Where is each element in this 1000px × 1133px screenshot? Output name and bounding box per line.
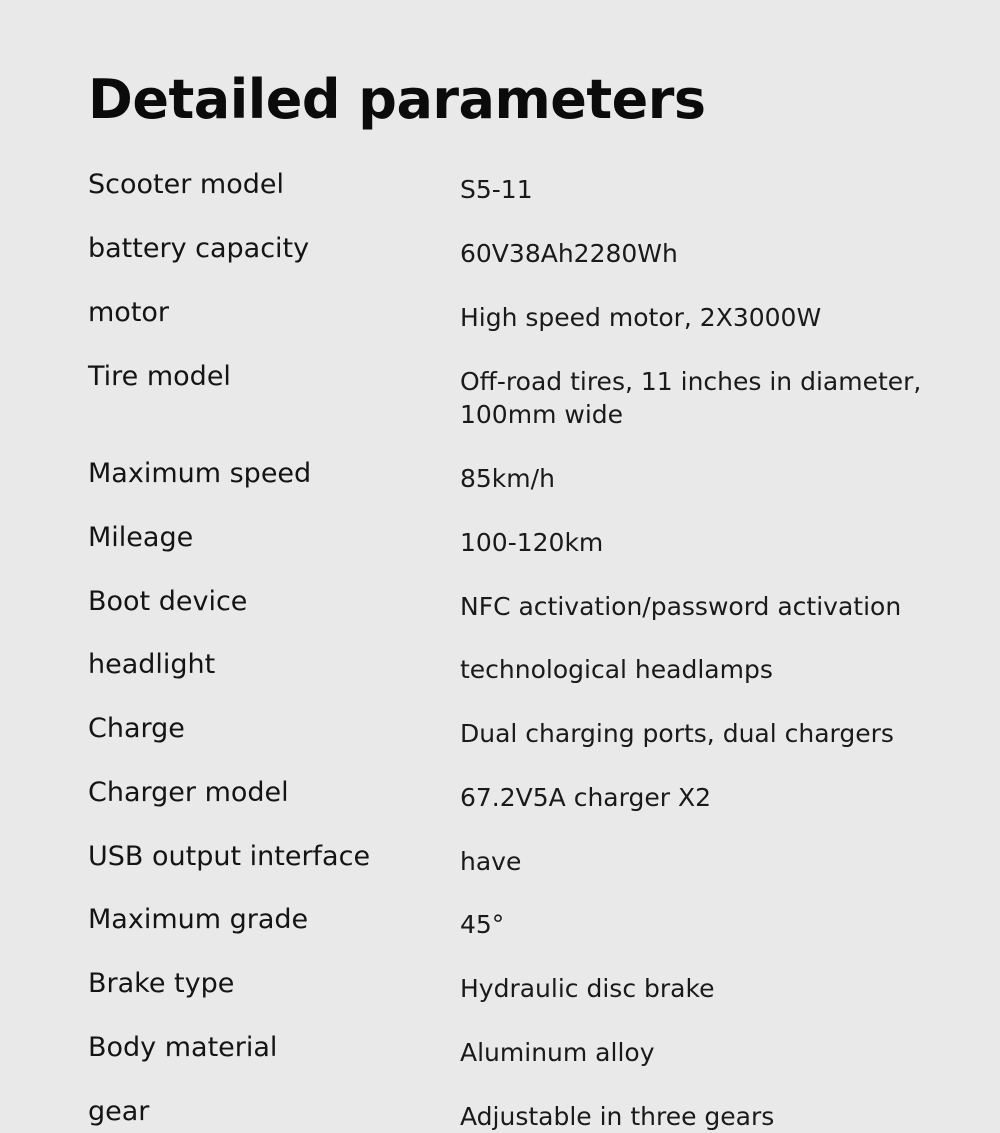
- table-row: [88, 1098, 940, 1133]
- spec-value: have: [460, 846, 522, 876]
- table-row: [88, 363, 940, 461]
- table-row: [88, 970, 940, 1034]
- page-title: Detailed parameters: [88, 68, 706, 131]
- spec-label: motor: [88, 296, 170, 328]
- spec-value: S5-11: [460, 175, 533, 205]
- spec-value: High speed motor, 2X3000W: [460, 302, 822, 332]
- table-row: [88, 171, 940, 235]
- table-row: [88, 299, 940, 363]
- spec-value: Off-road tires, 11 inches in diameter, 100mm wide: [460, 366, 922, 430]
- spec-value: 85km/h: [460, 464, 555, 494]
- spec-value: Adjustable in three gears: [460, 1101, 775, 1131]
- spec-label: battery capacity: [88, 233, 310, 265]
- spec-label: Tire model: [88, 360, 231, 392]
- table-row: [88, 588, 940, 652]
- spec-label: gear: [88, 1095, 150, 1127]
- spec-value: Dual charging ports, dual chargers: [460, 719, 894, 749]
- spec-label: Brake type: [88, 968, 235, 1000]
- table-row: [88, 235, 940, 299]
- spec-value: 45°: [460, 910, 505, 940]
- spec-label: Boot device: [88, 585, 248, 617]
- spec-label: USB output interface: [88, 840, 371, 872]
- spec-label: Maximum grade: [88, 904, 309, 936]
- spec-value: technological headlamps: [460, 655, 773, 685]
- spec-label: Maximum speed: [88, 458, 312, 490]
- table-row: [88, 1034, 940, 1098]
- table-row: [88, 651, 940, 715]
- spec-label: Mileage: [88, 521, 194, 553]
- specifications-table: [88, 171, 940, 1133]
- spec-value: Hydraulic disc brake: [460, 974, 715, 1004]
- spec-label: Charger model: [88, 776, 289, 808]
- spec-label: Body material: [88, 1031, 278, 1063]
- table-row: [88, 715, 940, 779]
- spec-value: 60V38Ah2280Wh: [460, 239, 678, 269]
- spec-label: headlight: [88, 649, 216, 681]
- table-row: [88, 460, 940, 524]
- spec-value: 100-120km: [460, 527, 604, 557]
- specifications-table-body: [88, 171, 940, 1133]
- spec-value: NFC activation/password activation: [460, 591, 902, 621]
- table-row: [88, 906, 940, 970]
- table-row: [88, 843, 940, 907]
- spec-label: Scooter model: [88, 169, 284, 201]
- table-row: [88, 779, 940, 843]
- spec-label: Charge: [88, 713, 185, 745]
- spec-value: 67.2V5A charger X2: [460, 782, 711, 812]
- table-row: [88, 524, 940, 588]
- spec-value: Aluminum alloy: [460, 1037, 655, 1067]
